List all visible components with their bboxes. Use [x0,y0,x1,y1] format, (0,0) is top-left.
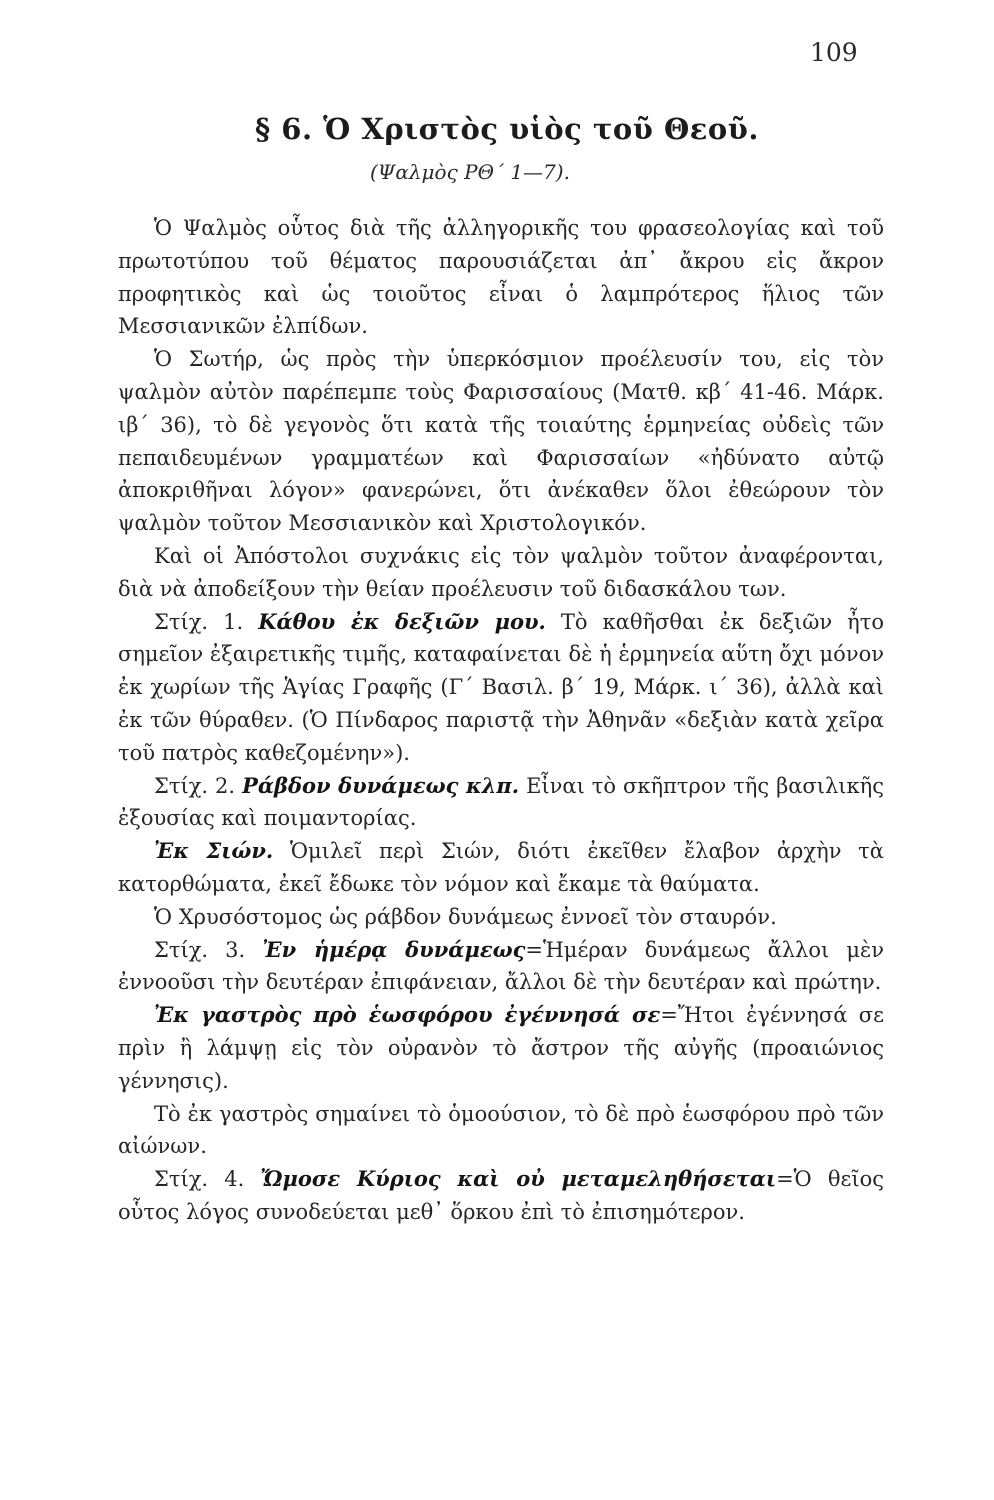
verse-label: Στίχ. 1. [154,609,244,634]
verse-label: Στίχ. 2. [154,773,236,798]
paragraph-intro [118,212,884,343]
section-subtitle: (Ψαλμὸς ΡΘ΄ 1—7). [370,160,570,184]
verse-quote: Ράβδον δυνάμεως κλπ. [242,772,520,798]
verse-quote: Ὤμοσε Κύριος καὶ οὐ μεταμεληθήσεται [260,1166,777,1192]
paragraph-chrysostom [118,901,884,934]
paragraph-text: Ὁ Σωτήρ, ὡς πρὸς τὴν ὑπερκόσμιον προέλευσίν του, εἰς τὸν ψαλμὸν αὐτὸν παρέπεμπε τοὺς Φαρισσαίους (Ματθ. κβ΄ 41-46. Μάρκ. ιβ΄ 36), τὸ δὲ γεγονὸς ὅτι κατὰ τῆς τοιαύτης ἑρμηνείας οὐδεὶς τῶν πεπαιδευμένων γραμματέων καὶ Φαρισσαίων «ἠδύνατο αὐτῷ ἀποκριθῆναι λόγον» φανερώνει, ὅτι ἀνέκαθεν ὅλοι ἐθεώρουν τὸν ψαλμὸν τοῦτον Μεσσιανικὸν καὶ Χριστολογικόν. [118,347,884,536]
paragraph-zion [118,835,884,901]
paragraph-text: Τὸ καθῆσθαι ἐκ δεξιῶν ἦτο σημεῖον ἐξαιρετικῆς τιμῆς, καταφαίνεται δὲ ἡ ἑρμηνεία αὕτη ὄχι μόνον ἐκ χωρίων τῆς Ἁγίας Γραφῆς (Γ΄ Βασιλ. β΄ 19, Μάρκ. ι΄ 36), ἀλλὰ καὶ ἐκ τῶν θύραθεν. (Ὁ Πίνδαρος παριστᾷ τὴν Ἀθηνᾶν «δεξιὰν κατὰ χεῖρα τοῦ πατρὸς καθεζομένην»). [118,609,884,765]
paragraph-text: Εἶναι τὸ σκῆπτρον τῆς βασιλικῆς ἐξουσίας καὶ ποιμαντορίας. [118,773,884,831]
paragraph-verse-4 [118,1163,884,1229]
verse-quote: Ἐκ γαστρὸς πρὸ ἑωσφόρου ἐγέννησά σε [154,1002,661,1028]
paragraph-verse-1 [118,606,884,770]
paragraph-text: =Ἤτοι ἐγέννησά σε πρὶν ἢ λάμψῃ εἰς τὸν οὐρανὸν τὸ ἄστρον τῆς αὐγῆς (προαιώνιος γέννησις). [118,1003,885,1093]
paragraph-verse-3 [118,934,884,1000]
paragraph-text: =Ὁ θεῖος οὗτος λόγος συνοδεύεται μεθ᾽ ὅρκου ἐπὶ τὸ ἐπισημότερον. [118,1167,884,1224]
body-text [118,212,884,1229]
paragraph-text: Τὸ ἐκ γαστρὸς σημαίνει τὸ ὁμοούσιον, τὸ δὲ πρὸ ἑωσφόρου πρὸ τῶν αἰώνων. [118,1101,884,1159]
verse-label: Στίχ. 3. [154,937,246,962]
verse-quote: Ἐν ἡμέρᾳ δυνάμεως [262,936,526,962]
paragraph-apostles [118,540,884,606]
verse-quote: Ἐκ Σιών. [154,838,274,864]
paragraph-text: Ὁμιλεῖ περὶ Σιών, διότι ἐκεῖθεν ἔλαβον ἀρχὴν τὰ κατορθώματα, ἐκεῖ ἔδωκε τὸν νόμον καὶ ἔκαμε τὰ θαύματα. [118,839,884,896]
page-number: 109 [810,38,858,67]
paragraph-text: =Ἡμέραν δυνάμεως ἄλλοι μὲν ἐννοοῦσι τὴν δευτέραν ἐπιφάνειαν, ἄλλοι δὲ τὴν δευτέραν καὶ πρώτην. [118,937,885,995]
paragraph-consubstantial [118,1098,884,1164]
paragraph-text: Ὁ Χρυσόστομος ὡς ράβδον δυνάμεως ἐννοεῖ τὸν σταυρόν. [154,904,777,929]
paragraph-verse-2 [118,770,884,836]
paragraph-text: Καὶ οἱ Ἀπόστολοι συχνάκις εἰς τὸν ψαλμὸν τοῦτον ἀναφέρονται, διὰ νὰ ἀποδείξουν τὴν θείαν προέλευσιν τοῦ διδασκάλου των. [118,543,884,601]
paragraph-womb [118,999,884,1097]
section-title: § 6. Ὁ Χριστὸς υἱὸς τοῦ Θεοῦ. [255,112,759,146]
verse-label: Στίχ. 4. [154,1167,245,1192]
paragraph-savior [118,343,884,540]
paragraph-text: Ὁ Ψαλμὸς οὗτος διὰ τῆς ἀλληγορικῆς του φρασεολογίας καὶ τοῦ πρωτοτύπου τοῦ θέματος παρουσιάζεται ἀπ᾽ ἄκρου εἰς ἄκρον προφητικὸς καὶ ὡς τοιοῦτος εἶναι ὁ λαμπρότερος ἥλιος τῶν Μεσσιανικῶν ἐλπίδων. [118,216,884,339]
verse-quote: Κάθου ἐκ δεξιῶν μου. [258,608,546,634]
